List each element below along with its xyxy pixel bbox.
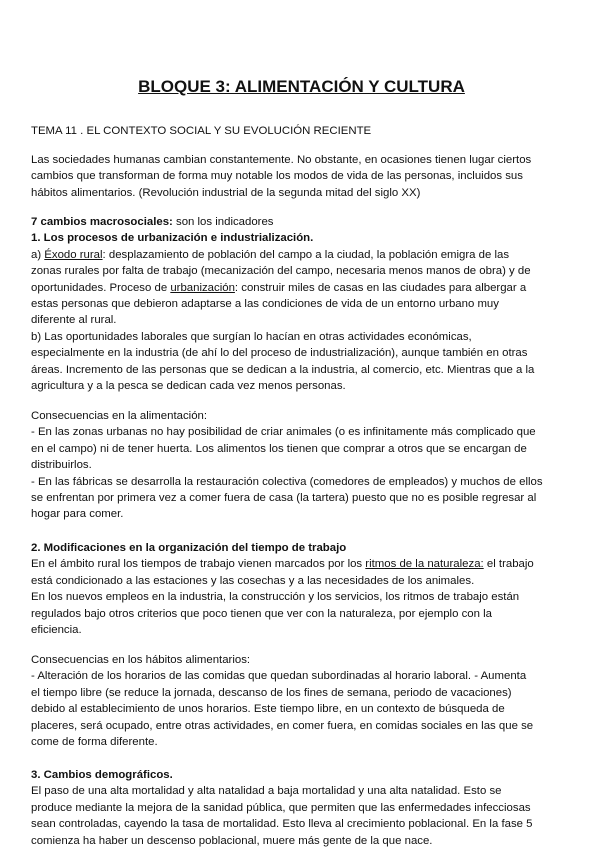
consequences-line: distribuirlos. (31, 459, 92, 472)
term-ritmos-naturaleza: ritmos de la naturaleza: (365, 558, 484, 571)
section-2-line (31, 556, 571, 572)
consequences-heading: Consecuencias en los hábitos alimentarios: (31, 654, 251, 666)
section-1-line: estas personas que debieron adaptarse a las condiciones de vida de un entorno urbano muy (31, 298, 499, 311)
consequences-line: debido al establecimiento de unos horarios. Este tiempo libre, en un contexto de búsqueda de (31, 703, 505, 716)
consequences-1 (31, 408, 571, 523)
intro-paragraph (31, 152, 571, 201)
section-1-line (31, 280, 571, 296)
macro-changes-text: son los indicadores (172, 216, 274, 228)
macro-changes-label: 7 cambios macrosociales: (31, 216, 173, 228)
term-exodo-rural: Éxodo rural (44, 248, 103, 261)
topic-heading: TEMA 11 . EL CONTEXTO SOCIAL Y SU EVOLUCIÓN RECIENTE (31, 125, 372, 137)
section-1 (31, 214, 571, 394)
consequences-line: en el campo) ni de tener huerta. Los alimentos los tienen que comprar a otros que se encargan de (31, 442, 527, 455)
section-1-line: b) Las oportunidades laborales que surgían lo hacían en otras actividades económicas, (31, 330, 472, 343)
consequences-line: placeres, será ocupado, entre otras actividades, en comer fuera, en comidas sociales en las que se (31, 719, 534, 732)
consequences-line: - Alteración de los horarios de las comidas que quedan subordinadas al horario laboral. - Aumenta (31, 670, 527, 683)
section-2-heading-text: 2. Modificaciones en la organización del tiempo de trabajo (31, 542, 347, 554)
section-1-line (31, 247, 571, 263)
section-2-line: En los nuevos empleos en la industria, la construcción y los servicios, los ritmos de trabajo están (31, 591, 520, 604)
line-text: En el ámbito rural los tiempos de trabajo vienen marcados por los (31, 558, 366, 571)
consequences-line: el tiempo libre (se reduce la jornada, descanso de los fines de semana, periodo de vacaciones) (31, 686, 512, 699)
consequences-2 (31, 652, 571, 750)
section-1-line: diferente al rural. (31, 314, 117, 327)
section-1-heading (31, 230, 571, 246)
consequences-line: hogar para comer. (31, 508, 124, 521)
line-text: el trabajo (483, 558, 534, 571)
section-1-line: áreas. Incremento de las personas que se dedican a la industria, al comercio, etc. Mientras que a la (31, 363, 535, 376)
section-2-line: regulados bajo otros criterios que poco tienen que ver con la naturaleza, por ejemplo con la (31, 607, 492, 620)
section-3-heading-text: 3. Cambios demográficos. (31, 769, 173, 781)
consequences-line: se enfrentan por primera vez a comer fuera de casa (la tartera) puesto que no es posible regresar al (31, 492, 537, 505)
line-text: : desplazamiento de población del campo a la ciudad, la población emigra de las (102, 248, 510, 261)
section-2-line: eficiencia. (31, 624, 82, 637)
line-text: : construir miles de casas en las ciudades para albergar a (234, 281, 527, 294)
document-title: BLOQUE 3: ALIMENTACIÓN Y CULTURA (138, 77, 465, 96)
section-3-line: produce mediante la mejora de la sanidad pública, que permiten que las enfermedades infecciosas (31, 801, 531, 814)
term-urbanizacion: urbanización (170, 281, 235, 294)
section-2 (31, 540, 571, 638)
section-3-heading (31, 767, 571, 783)
intro-line: hábitos alimentarios. (Revolución industrial de la segunda mitad del siglo XX) (31, 186, 421, 199)
consequences-line: - En las zonas urbanas no hay posibilidad de criar animales (o es infinitamente más complicado que (31, 426, 536, 439)
section-3 (31, 767, 571, 849)
section-1-heading-text: 1. Los procesos de urbanización e industrialización. (31, 232, 314, 245)
section-3-line: sean controladas, cayendo la tasa de mortalidad. Esto lleva al crecimiento poblacional. En la fase 5 (31, 818, 533, 831)
item-marker: a) (31, 248, 45, 261)
section-3-line: comienza ha haber un descenso poblacional, muere más gente de la que nace. (31, 834, 433, 847)
macro-changes-line (31, 214, 571, 230)
section-1-line: especialmente en la industria (de ahí lo del proceso de industrialización), aunque también en otras (31, 347, 528, 360)
section-2-line: está condicionado a las estaciones y las cosechas y a las necesidades de los animales. (31, 574, 475, 587)
intro-line: cambios que transforman de forma muy notable los modos de vida de las personas, incluidos sus (31, 170, 523, 183)
intro-line: Las sociedades humanas cambian constantemente. No obstante, en ocasiones tienen lugar ciertos (31, 154, 532, 166)
section-1-line: zonas rurales por falta de trabajo (mecanización del campo, necesaria menos manos de obra) y de (31, 265, 531, 278)
section-1-line: agricultura y a la pesca se dedican cada vez menos personas. (31, 380, 346, 393)
section-3-line: El paso de una alta mortalidad y alta natalidad a baja mortalidad y una alta natalidad. Esto se (31, 785, 502, 798)
consequences-line: - En las fábricas se desarrolla la restauración colectiva (comedores de empleados) y muchos de ellos (31, 475, 543, 488)
section-2-heading (31, 540, 571, 556)
line-text: oportunidades. Proceso de (31, 281, 171, 294)
consequences-heading: Consecuencias en la alimentación: (31, 410, 208, 422)
consequences-line: come de forma diferente. (31, 736, 158, 749)
